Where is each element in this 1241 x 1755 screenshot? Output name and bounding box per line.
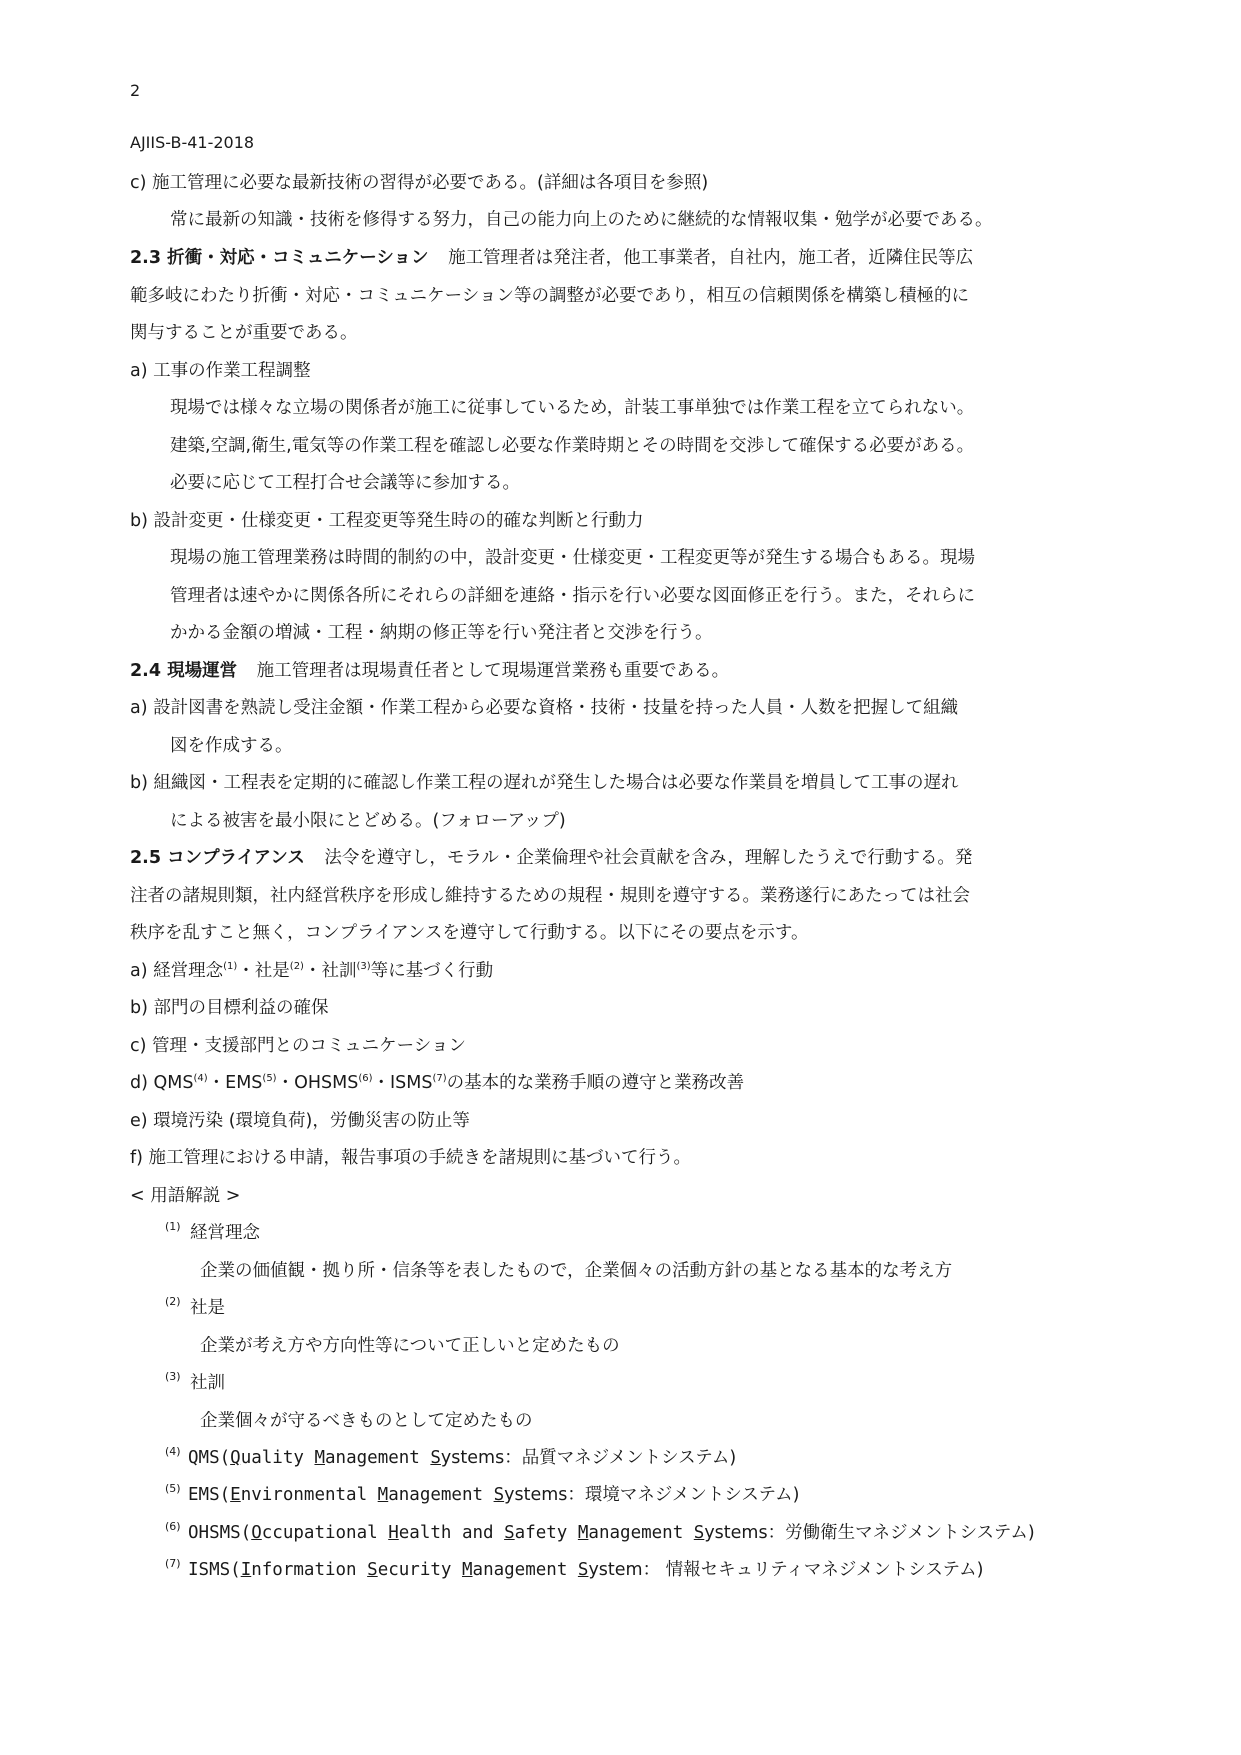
section-2-4-line1: [130, 660, 729, 682]
footnote-ref-3: (3): [356, 961, 371, 973]
section-2-3-line2: 範多岐にわたり折衝・対応・コミュニケーション等の調整が必要であり，相互の信頼関係を構築し積極的に: [130, 286, 969, 306]
item-2-3-a-line1: 現場では様々な立場の関係者が施工に従事しているため，計装工事単独では作業工程を立てられない。: [170, 398, 975, 418]
footnote-ref-4: (4): [193, 1073, 208, 1085]
page-number: 2: [130, 81, 141, 100]
item-2-5-f: f) 施工管理における申請，報告事項の手続きを諸規則に基づいて行う。: [130, 1148, 692, 1168]
section-2-3-line3: 関与することが重要である。: [130, 323, 358, 343]
item-2-5-a-part1: a) 経営理念: [130, 961, 224, 981]
item-c-title: c) 施工管理に必要な最新技術の習得が必要である。(詳細は各項目を参照): [130, 173, 709, 193]
glossary-term-3: 社訓: [190, 1373, 225, 1393]
glossary-mark-2: (2): [165, 1295, 181, 1308]
glossary-term-6: OHSMS(Occupational Health and Safety Management Systems：労働衛生マネジメントシステム): [188, 1523, 1035, 1543]
item-2-3-a-title: a) 工事の作業工程調整: [130, 361, 311, 381]
item-2-3-a-line3: 必要に応じて工程打合せ会議等に参加する。: [170, 473, 520, 493]
glossary-title: < 用語解説 >: [130, 1186, 241, 1206]
item-2-5-a-part4: 等に基づく行動: [370, 961, 494, 981]
glossary-term-5: EMS(Environmental Management Systems：環境マネジメントシステム): [188, 1485, 800, 1505]
item-2-5-a: [130, 960, 493, 982]
section-2-5-line2: 注者の諸規則類，社内経営秩序を形成し維持するための規程・規則を遵守する。業務遂行にあたっては社会: [130, 886, 970, 906]
item-2-4-b-line1: b) 組織図・工程表を定期的に確認し作業工程の遅れが発生した場合は必要な作業員を増員して工事の遅れ: [130, 773, 959, 793]
item-2-4-b-line2: による被害を最小限にとどめる。(フォローアップ): [170, 811, 566, 831]
section-2-5-line3: 秩序を乱すこと無く，コンプライアンスを遵守して行動する。以下にその要点を示す。: [130, 923, 809, 943]
item-2-5-a-part3: ・社訓: [303, 961, 357, 981]
section-heading-2-4: 2.4 現場運営: [130, 661, 238, 681]
item-2-3-b-title: b) 設計変更・仕様変更・工程変更等発生時の的確な判断と行動力: [130, 511, 644, 531]
glossary-mark-3: (3): [165, 1370, 181, 1383]
glossary-term-7: ISMS(Information Security Management System： 情報セキュリティマネジメントシステム): [188, 1560, 984, 1580]
glossary-term-2: 社是: [190, 1298, 225, 1318]
footnote-ref-6: (6): [358, 1073, 373, 1085]
footnote-ref-7: (7): [432, 1073, 447, 1085]
section-heading-2-5: 2.5 コンプライアンス: [130, 848, 305, 868]
glossary-desc-1: 企業の価値観・拠り所・信条等を表したもので，企業個々の活動方針の基となる基本的な考え方: [200, 1261, 953, 1281]
glossary-desc-2: 企業が考え方や方向性等について正しいと定めたもの: [200, 1336, 620, 1356]
glossary-term-4: QMS(Quality Management Systems：品質マネジメントシステム): [188, 1448, 737, 1468]
section-2-5-line1: [130, 847, 972, 869]
section-2-3-line1: [130, 247, 973, 269]
glossary-mark-7: (7): [165, 1557, 181, 1570]
item-2-4-a-line1: a) 設計図書を熟読し受注金額・作業工程から必要な資格・技術・技量を持った人員・人数を把握して組織: [130, 698, 959, 718]
item-2-4-a-line2: 図を作成する。: [170, 736, 293, 756]
item-c-body: 常に最新の知識・技術を修得する努力，自己の能力向上のために継続的な情報収集・勉学が必要である。: [170, 210, 993, 230]
item-2-5-d-part2: ・EMS: [207, 1073, 263, 1093]
section-2-5-text1: 法令を遵守し，モラル・企業倫理や社会貢献を含み，理解したうえで行動する。発: [324, 848, 973, 868]
glossary-term-1: 経営理念: [190, 1223, 260, 1243]
section-2-3-text1: 施工管理者は発注者，他工事業者，自社内，施工者，近隣住民等広: [448, 248, 974, 268]
glossary-desc-3: 企業個々が守るべきものとして定めたもの: [200, 1411, 533, 1431]
section-heading-2-3: 2.3 折衝・対応・コミュニケーション: [130, 248, 429, 268]
item-2-5-c: c) 管理・支援部門とのコミュニケーション: [130, 1036, 466, 1056]
item-2-5-a-part2: ・社是: [237, 961, 290, 981]
footnote-ref-5: (5): [262, 1073, 277, 1085]
glossary-mark-6: (6): [165, 1520, 181, 1533]
item-2-5-b: b) 部門の目標利益の確保: [130, 998, 329, 1018]
item-2-3-a-line2: 建築,空調,衛生,電気等の作業工程を確認し必要な作業時期とその時間を交渉して確保する必要がある。: [170, 436, 975, 456]
glossary-mark-4: (4): [165, 1445, 181, 1458]
item-2-3-b-line2: 管理者は速やかに関係各所にそれらの詳細を連絡・指示を行い必要な図面修正を行う。また，それらに: [170, 586, 975, 606]
footnote-ref-1: (1): [223, 961, 238, 973]
item-2-3-b-line1: 現場の施工管理業務は時間的制約の中，設計変更・仕様変更・工程変更等が発生する場合もある。現場: [170, 548, 975, 568]
glossary-mark-1: (1): [165, 1220, 181, 1233]
item-2-5-e: e) 環境汚染 (環境負荷)，労働災害の防止等: [130, 1111, 470, 1131]
glossary-mark-5: (5): [165, 1482, 181, 1495]
footnote-ref-2: (2): [289, 961, 304, 973]
item-2-5-d-part3: ・OHSMS: [276, 1073, 359, 1093]
item-2-5-d-part5: の基本的な業務手順の遵守と業務改善: [446, 1073, 745, 1093]
section-2-4-text: 施工管理者は現場責任者として現場運営業務も重要である。: [256, 661, 730, 681]
document-id: AJIIS-B-41-2018: [130, 133, 255, 152]
item-2-5-d-part4: ・ISMS: [372, 1073, 433, 1093]
item-2-5-d-part1: d) QMS: [130, 1073, 194, 1093]
item-2-3-b-line3: かかる金額の増減・工程・納期の修正等を行い発注者と交渉を行う。: [170, 623, 713, 643]
item-2-5-d: [130, 1072, 744, 1094]
